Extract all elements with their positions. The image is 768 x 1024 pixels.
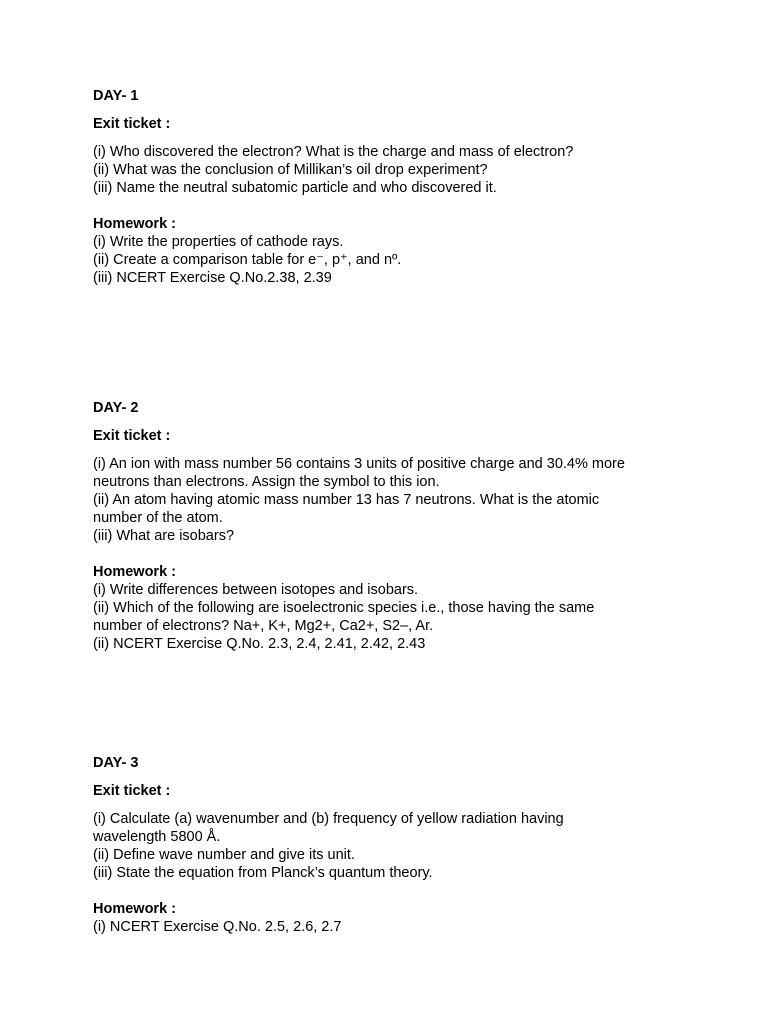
day-title: DAY- 2: [93, 400, 139, 416]
day-2-section: [93, 399, 693, 653]
question-line: neutrons than electrons. Assign the symbol to this ion.: [93, 474, 440, 490]
homework-list: [93, 918, 693, 936]
day-3-section: [93, 754, 693, 936]
homework-line: (ii) Create a comparison table for e⁻, p⁺, and nº.: [93, 252, 402, 268]
question-line: (i) An ion with mass number 56 contains 3 units of positive charge and 30.4% more: [93, 456, 625, 472]
question-line: (iii) Name the neutral subatomic particle and who discovered it.: [93, 180, 497, 196]
exit-ticket-label: Exit ticket :: [93, 428, 171, 444]
day-title: DAY- 1: [93, 88, 139, 104]
homework-line: (iii) NCERT Exercise Q.No.2.38, 2.39: [93, 270, 332, 286]
question-line: (ii) Define wave number and give its unit.: [93, 847, 355, 863]
question-line: (i) Who discovered the electron? What is the charge and mass of electron?: [93, 144, 574, 160]
exit-ticket-questions: [93, 810, 693, 882]
question-line: (iii) What are isobars?: [93, 528, 235, 544]
homework-label: Homework :: [93, 564, 176, 580]
day-title: DAY- 3: [93, 755, 139, 771]
question-line: (iii) State the equation from Planck’s quantum theory.: [93, 865, 433, 881]
homework-line: (i) NCERT Exercise Q.No. 2.5, 2.6, 2.7: [93, 919, 342, 935]
homework-label: Homework :: [93, 901, 176, 917]
day-1-section: [93, 87, 693, 287]
question-line: number of the atom.: [93, 510, 223, 526]
homework-list: [93, 581, 693, 653]
exit-ticket-label: Exit ticket :: [93, 116, 171, 132]
homework-line: (i) Write the properties of cathode rays.: [93, 234, 344, 250]
homework-label: Homework :: [93, 216, 176, 232]
homework-line: (ii) Which of the following are isoelectronic species i.e., those having the same: [93, 600, 595, 616]
question-line: wavelength 5800 Å.: [93, 829, 221, 845]
exit-ticket-questions: [93, 143, 693, 197]
homework-line: (i) Write differences between isotopes and isobars.: [93, 582, 419, 598]
homework-line: number of electrons? Na+, K+, Mg2+, Ca2+, S2–, Ar.: [93, 618, 434, 634]
exit-ticket-questions: [93, 455, 693, 545]
question-line: (i) Calculate (a) wavenumber and (b) frequency of yellow radiation having: [93, 811, 564, 827]
exit-ticket-label: Exit ticket :: [93, 783, 171, 799]
homework-line: (ii) NCERT Exercise Q.No. 2.3, 2.4, 2.41, 2.42, 2.43: [93, 636, 426, 652]
question-line: (ii) What was the conclusion of Millikan’s oil drop experiment?: [93, 162, 488, 178]
question-line: (ii) An atom having atomic mass number 13 has 7 neutrons. What is the atomic: [93, 492, 600, 508]
homework-list: [93, 233, 693, 287]
